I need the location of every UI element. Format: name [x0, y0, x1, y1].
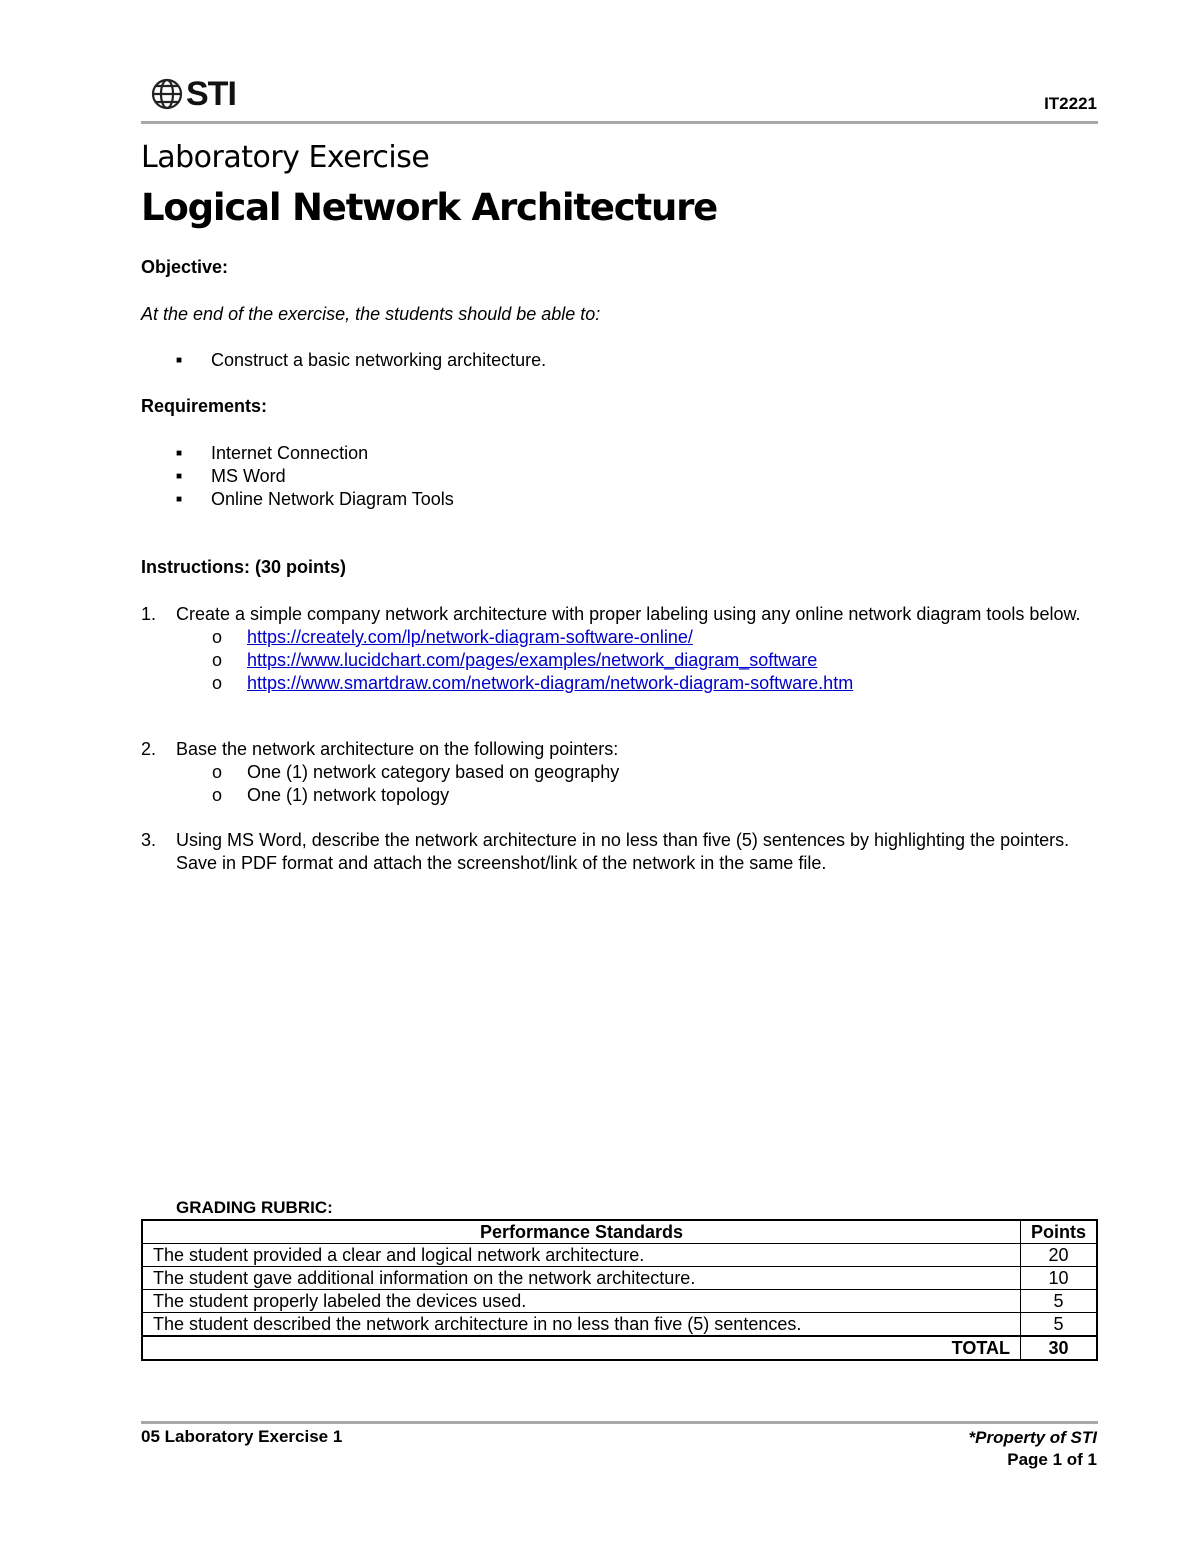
step-number: 2. [141, 739, 157, 759]
bullet-icon: ■ [176, 494, 183, 505]
page-number: Page 1 of 1 [1007, 1450, 1097, 1469]
column-header-standards: Performance Standards [142, 1220, 1020, 1244]
globe-icon [150, 77, 184, 111]
list-item: o One (1) network category based on geography [212, 762, 620, 782]
list-item: ■ MS Word [176, 466, 286, 486]
instructions-heading: Instructions: (30 points) [141, 557, 347, 577]
footer-document-label: 05 Laboratory Exercise 1 [141, 1427, 343, 1446]
step-number: 3. [141, 830, 157, 850]
bullet-icon: ■ [176, 355, 183, 366]
standard-cell: The student gave additional information on the network architecture. [142, 1267, 1020, 1290]
list-item [212, 626, 1081, 649]
total-row [142, 1336, 1097, 1360]
tool-links-list [141, 626, 1081, 695]
list-item [212, 649, 1081, 672]
sub-bullet-icon: o [212, 673, 223, 693]
instruction-step-2 [141, 738, 1081, 807]
step-number: 1. [141, 604, 157, 624]
requirements-list [176, 442, 454, 511]
column-header-points: Points [1020, 1220, 1097, 1244]
header-divider [141, 121, 1098, 124]
instruction-step-3 [141, 829, 1081, 875]
footer-divider [141, 1421, 1098, 1424]
table-row [142, 1313, 1097, 1337]
bullet-icon: ■ [176, 448, 183, 459]
instruction-step-1 [141, 603, 1081, 695]
objective-list [176, 349, 546, 372]
document-subtitle: Laboratory Exercise [141, 140, 430, 175]
list-item [212, 672, 1081, 695]
table-row [142, 1290, 1097, 1313]
sub-bullet-icon: o [212, 627, 223, 647]
creately-link[interactable]: https://creately.com/lp/network-diagram-software-online/ [247, 627, 693, 647]
list-item: ■ Online Network Diagram Tools [176, 489, 454, 509]
grading-rubric-table [141, 1219, 1098, 1361]
objective-heading: Objective: [141, 257, 229, 277]
table-header-row [142, 1220, 1097, 1244]
logo-text: STI [186, 75, 236, 113]
standard-cell: The student described the network architecture in no less than five (5) sentences. [142, 1313, 1020, 1337]
lucidchart-link[interactable]: https://www.lucidchart.com/pages/examples/network_diagram_software [247, 650, 818, 670]
course-code: IT2221 [1044, 94, 1097, 113]
sub-bullet-icon: o [212, 762, 223, 782]
points-cell: 5 [1020, 1313, 1097, 1337]
footer-right [969, 1427, 1097, 1471]
total-points: 30 [1020, 1336, 1097, 1360]
standard-cell: The student properly labeled the devices used. [142, 1290, 1020, 1313]
step-text: Using MS Word, describe the network architecture in no less than five (5) sentences by highlighting the pointers. Save in PDF format and attach the screenshot/link of the network in the same file. [176, 830, 1070, 873]
total-label: TOTAL [142, 1336, 1020, 1360]
rubric-label: GRADING RUBRIC: [176, 1198, 333, 1217]
property-notice: *Property of STI [968, 1428, 1097, 1447]
list-item: o One (1) network topology [212, 785, 450, 805]
points-cell: 20 [1020, 1244, 1097, 1267]
bullet-icon: ■ [176, 471, 183, 482]
document-title: Logical Network Architecture [141, 186, 718, 229]
requirements-heading: Requirements: [141, 396, 268, 416]
sti-logo [150, 74, 240, 114]
pointers-list [141, 761, 1081, 807]
points-cell: 10 [1020, 1267, 1097, 1290]
step-text: Create a simple company network architecture with proper labeling using any online network diagram tools below. [176, 604, 1081, 624]
list-item: ■ Internet Connection [176, 443, 369, 463]
list-item: ■ Construct a basic networking architecture. [176, 350, 547, 370]
sub-bullet-icon: o [212, 650, 223, 670]
sub-bullet-icon: o [212, 785, 223, 805]
standard-cell: The student provided a clear and logical network architecture. [142, 1244, 1020, 1267]
points-cell: 5 [1020, 1290, 1097, 1313]
step-text: Base the network architecture on the following pointers: [176, 739, 619, 759]
smartdraw-link[interactable]: https://www.smartdraw.com/network-diagram/network-diagram-software.htm [247, 673, 854, 693]
objective-intro: At the end of the exercise, the students should be able to: [141, 304, 601, 324]
table-row [142, 1244, 1097, 1267]
table-row [142, 1267, 1097, 1290]
